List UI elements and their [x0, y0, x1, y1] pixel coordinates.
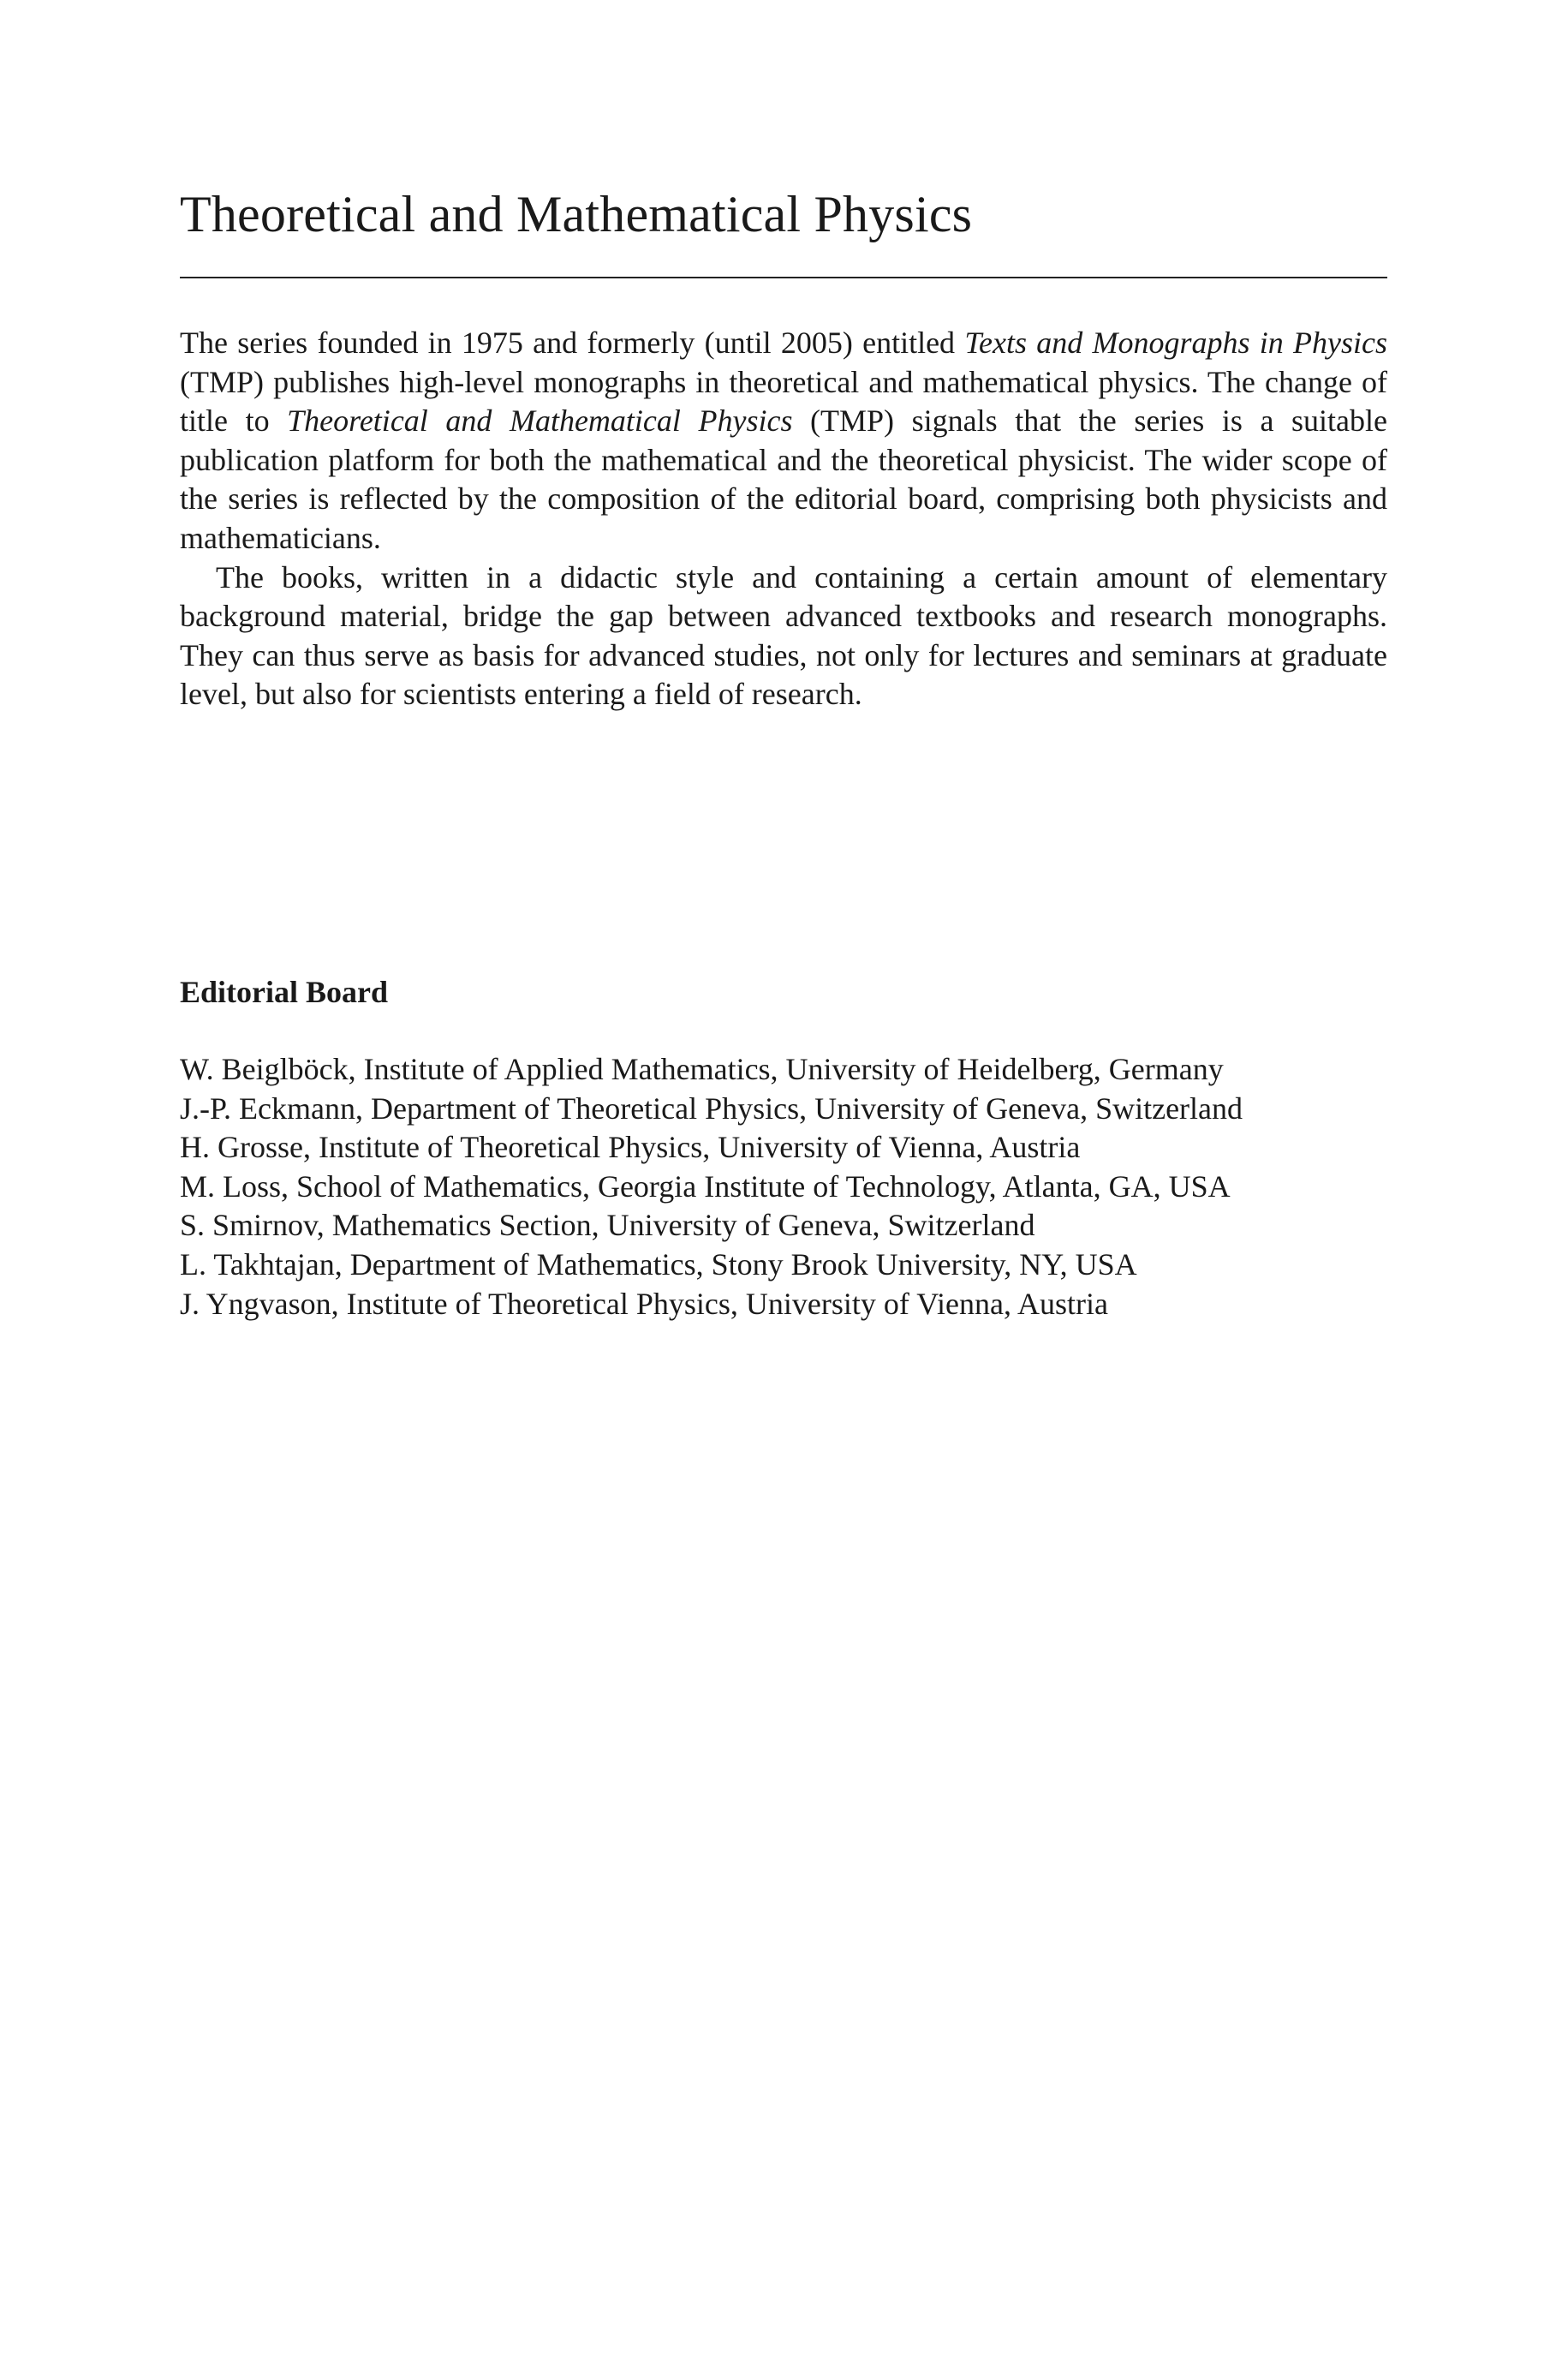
series-description	[180, 324, 1387, 714]
editorial-board-list	[180, 1050, 1243, 1323]
board-member: S. Smirnov, Mathematics Section, University of Geneva, Switzerland	[180, 1208, 1035, 1243]
description-paragraph-1	[180, 324, 1387, 559]
board-member: L. Takhtajan, Department of Mathematics, Stony Brook University, NY, USA	[180, 1246, 1137, 1282]
board-member: H. Grosse, Institute of Theoretical Physics, University of Vienna, Austria	[180, 1130, 1081, 1165]
editorial-board-heading: Editorial Board	[180, 975, 389, 1009]
current-series-title: Theoretical and Mathematical Physics	[287, 403, 793, 439]
series-title: Theoretical and Mathematical Physics	[180, 186, 973, 242]
board-member: W. Beiglböck, Institute of Applied Mathematics, University of Heidelberg, Germany	[180, 1052, 1224, 1086]
description-text: (TMP) signals that the series is a suitable publication platform for both the mathematical and the theoretical physicist. The wider scope of the series is reflected by the composition of the editorial board, comprising both physicists and mathematicians.	[180, 403, 1387, 555]
page	[180, 0, 1387, 2378]
description-text: The series founded in 1975 and formerly (until 2005) entitled	[180, 326, 965, 360]
former-series-title: Texts and Monographs in Physics	[964, 326, 1387, 360]
board-member: M. Loss, School of Mathematics, Georgia Institute of Technology, Atlanta, GA, USA	[180, 1168, 1231, 1204]
board-member: J.-P. Eckmann, Department of Theoretical Physics, University of Geneva, Switzerland	[180, 1090, 1243, 1126]
title-rule	[180, 277, 1387, 278]
board-member: J. Yngvason, Institute of Theoretical Physics, University of Vienna, Austria	[180, 1286, 1109, 1321]
description-text: (TMP) publishes high-level monographs in theoretical and mathematical physics. The change of title to	[180, 364, 1387, 439]
description-paragraph-2: The books, written in a didactic style and containing a certain amount of elementary background material, bridge the gap between advanced textbooks and research monographs. They can thus serve as basis for advanced studies, not only for lectures and seminars at graduate level, but also for scientists entering a field of research.	[180, 559, 1387, 712]
